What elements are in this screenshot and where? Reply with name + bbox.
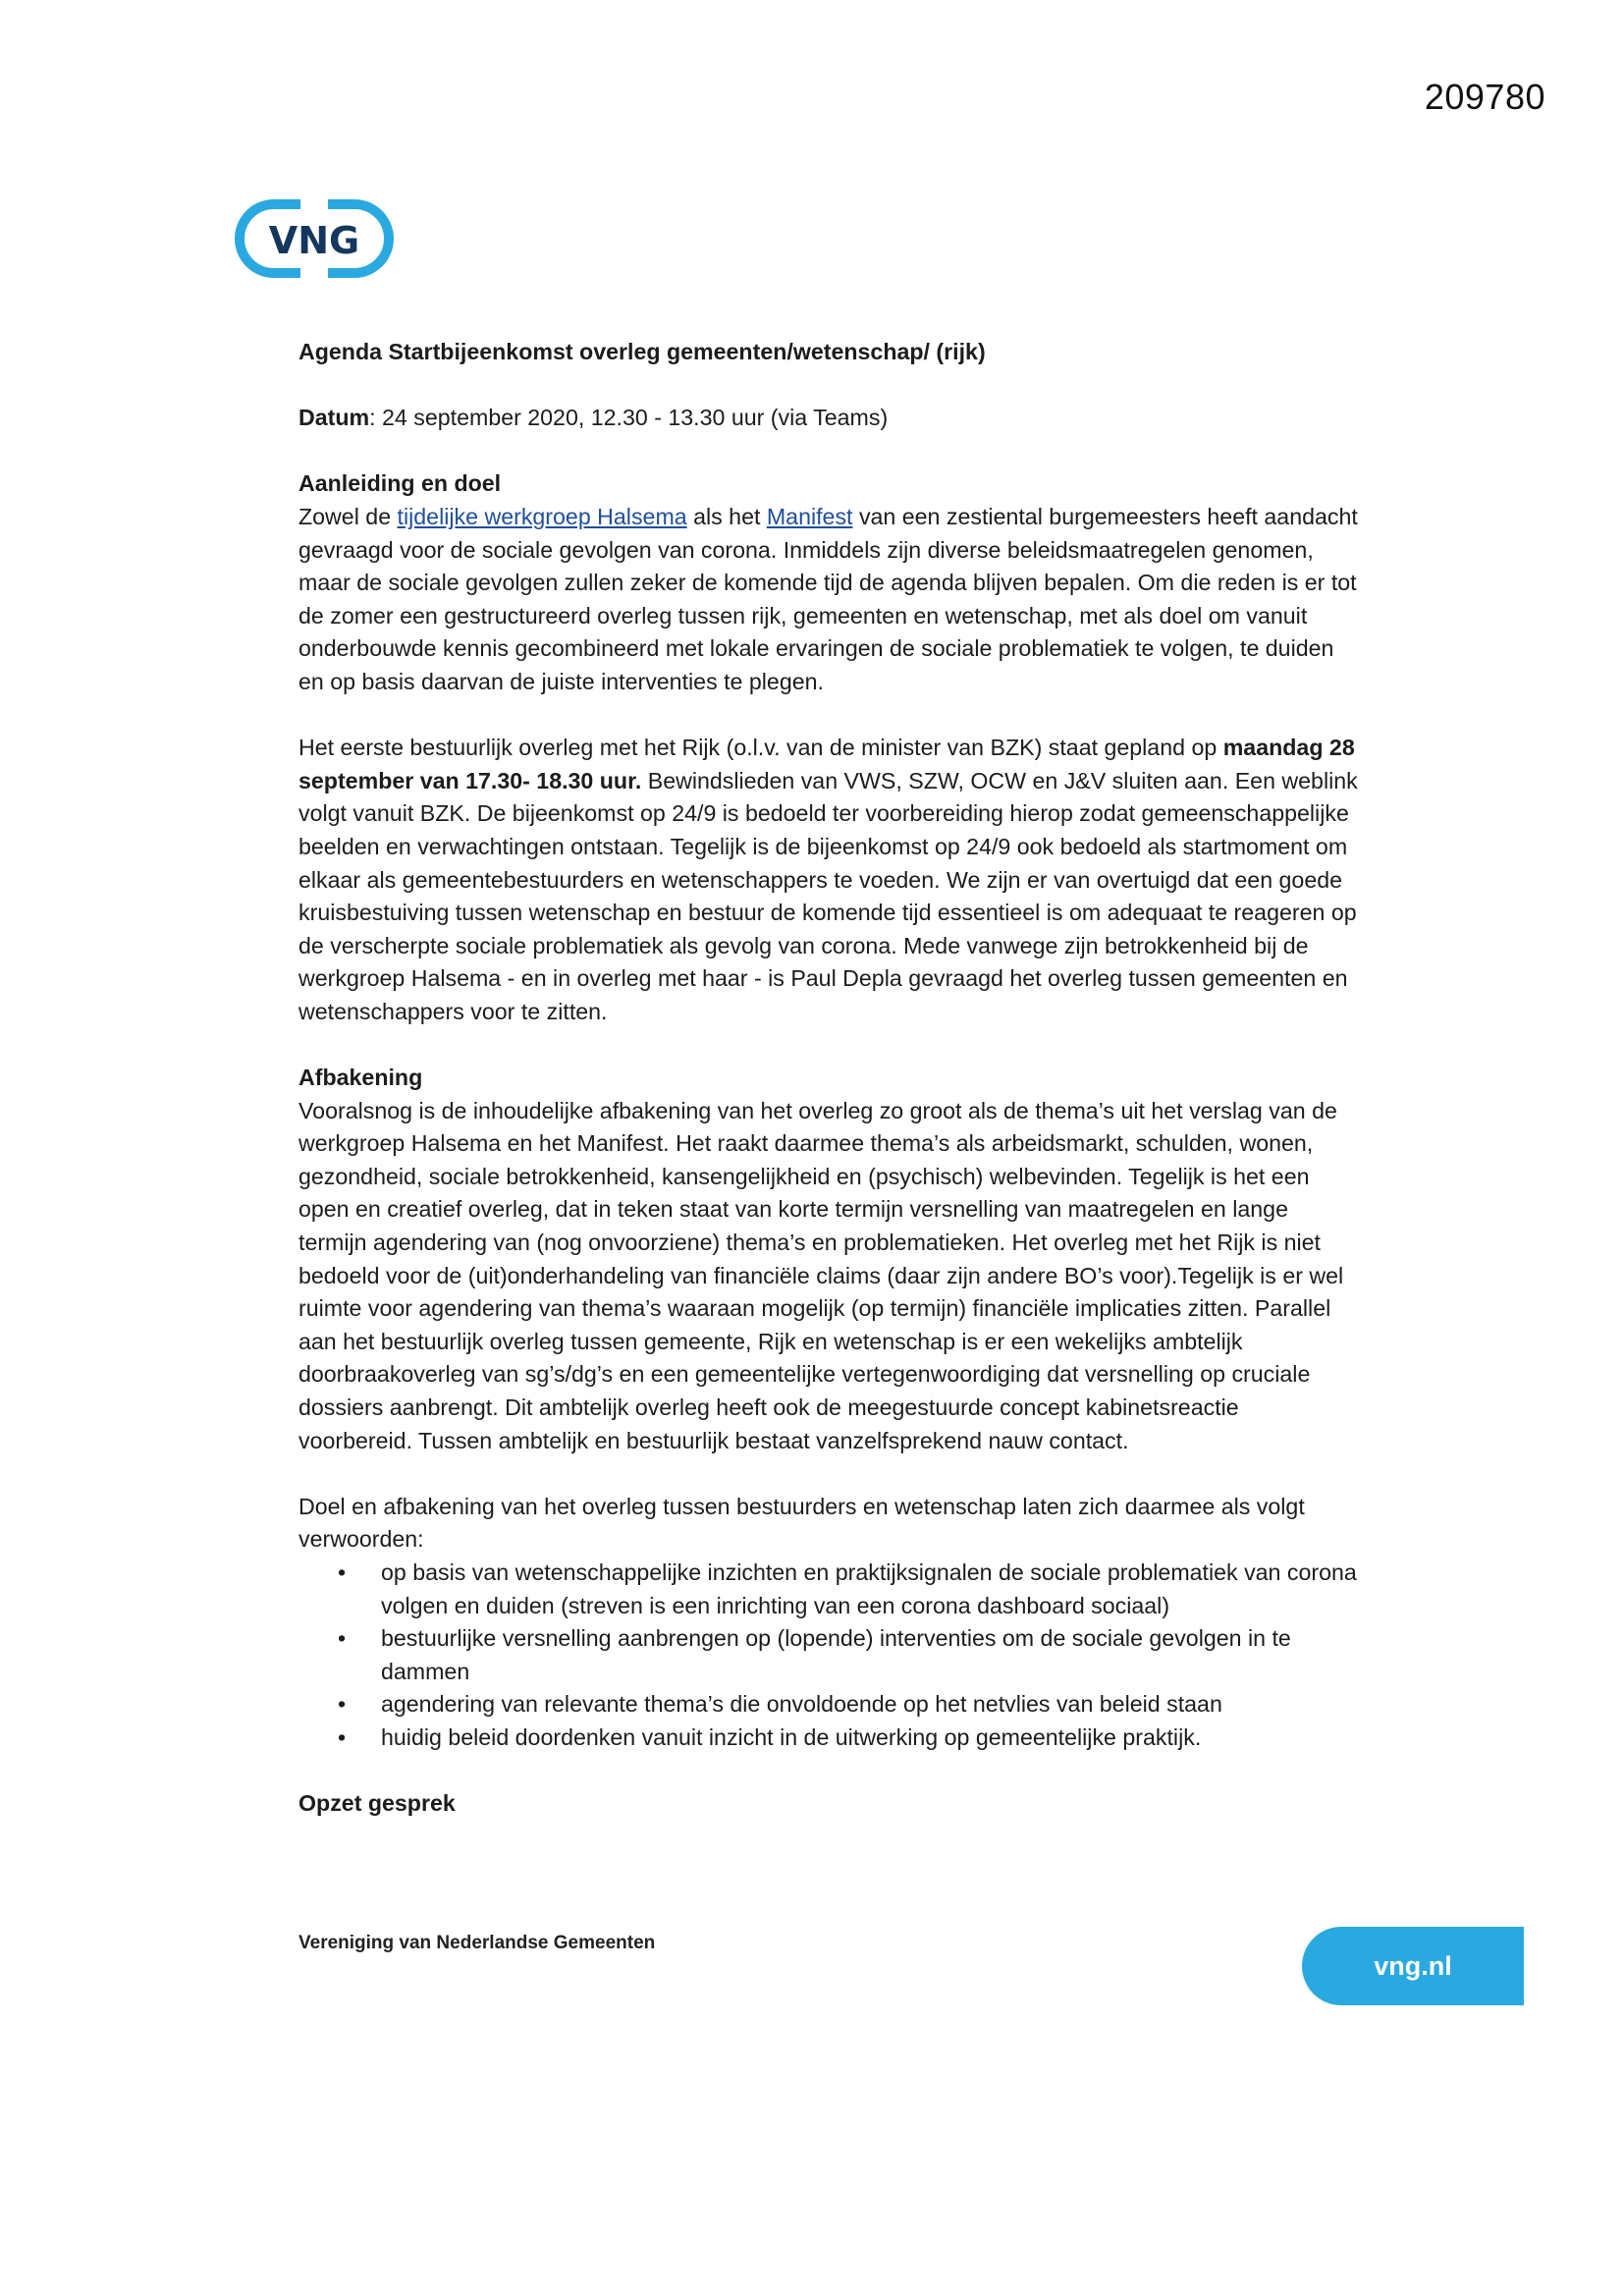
heading-aanleiding: Aanleiding en doel (298, 470, 502, 497)
list-item: • agendering van relevante thema’s die onvoldoende op het netvlies van beleid staan (298, 1688, 1359, 1722)
logo-text: VNG (268, 219, 360, 262)
meeting-date-bold: maandag 28 september van 17.30- 18.30 uur. (298, 735, 1355, 793)
link-manifest[interactable]: Manifest (766, 503, 853, 529)
text-segment: Bewindslieden van VWS, SZW, OCW en J&V sluiten aan. Een weblink volgt vanuit BZK. De bijeenkomst op 24/9 is bedoeld ter voorbereiding hierop zodat gemeenschappelijke beelden en verwachtingen ontstaan. Tegelijk is de bijeenkomst op 24/9 ook bedoeld als startmoment om elkaar als gemeentebestuurders en wetenschappers te voeden. We zijn er van overtuigd dat een goede kruisbestuiving tussen wetenschap en bestuur de komende tijd essentieel is om adequaat te reageren op de verscherpte sociale problematiek als gevolg van corona. Mede vanwege zijn betrokkenheid bij de werkgroep Halsema - en in overleg met haar - is Paul Depla gevraagd het overleg tussen gemeenten en wetenschappers voor te zitten. (298, 767, 1358, 1024)
footer-organization: Vereniging van Nederlandse Gemeenten (298, 1933, 656, 1953)
text-segment: als het (686, 503, 767, 529)
paragraph-afbakening: Vooralsnog is de inhoudelijke afbakening van het overleg zo groot als de thema’s uit het verslag van de werkgroep Halsema en het Manifest. Het raakt daarmee thema’s als arbeidsmarkt, schulden, wonen, gezondheid, sociale betrokkenheid, kansengelijkheid en (psychisch) welbevinden. Tegelijk is het een open en creatief overleg, dat in teken staat van korte termijn versnelling van maatregelen en lange termijn agendering van (nog onvoorziene) thema’s en problematieken. Het overleg met het Rijk is niet bedoeld voor de (uit)onderhandeling van financiële claims (daar zijn andere BO’s voor).Tegelijk is er wel ruimte voor agendering van thema’s waaraan mogelijk (op termijn) financiële implicaties zitten. Parallel aan het bestuurlijk overleg tussen gemeente, Rijk en wetenschap is er een wekelijks ambtelijk doorbraakoverleg van sg’s/dg’s en een gemeentelijke vertegenwoordiging dat versnelling op cruciale dossiers aanbrengt. Dit ambtelijk overleg heeft ook de meegestuurde concept kabinetsreactie voorbereid. Tussen ambtelijk en bestuurlijk bestaat vanzelfsprekend nauw contact. (298, 1097, 1344, 1453)
paragraph-doel: Doel en afbakening van het overleg tussen bestuurders en wetenschap laten zich daarmee als volgt verwoorden: (298, 1493, 1305, 1553)
paragraph-aanleiding (298, 501, 1359, 699)
date-label: Datum (298, 405, 370, 431)
list-item: • bestuurlijke versnelling aanbrengen op (lopende) interventies om de sociale gevolgen in te dammen (298, 1622, 1359, 1688)
text-segment: Het eerste bestuurlijk overleg met het Rijk (o.l.v. van de minister van BZK) staat gepland op (298, 735, 1223, 761)
goals-list (298, 1557, 1359, 1755)
document-number: 209780 (1424, 77, 1545, 117)
heading-opzet-gesprek: Opzet gesprek (298, 1790, 456, 1817)
text-segment: Zowel de (298, 503, 398, 529)
paragraph-bestuurlijk-overleg (298, 732, 1359, 1028)
text-segment: van een zestiental burgemeesters heeft aandacht gevraagd voor de sociale gevolgen van corona. Inmiddels zijn diverse beleidsmaatregelen genomen, maar de sociale gevolgen zullen zeker de komende tijd de agenda blijven bepalen. Om die reden is er tot de zomer een gestructureerd overleg tussen rijk, gemeenten en wetenschap, met als doel om vanuit onderbouwde kennis gecombineerd met lokale ervaringen de sociale problematiek te volgen, te duiden en op basis daarvan de juiste interventies te plegen. (298, 503, 1358, 694)
date-line (298, 402, 1359, 435)
list-item: • huidig beleid doordenken vanuit inzicht in de uitwerking op gemeentelijke praktijk. (298, 1722, 1359, 1755)
footer-website-badge[interactable]: vng.nl (1302, 1927, 1524, 2005)
link-werkgroep-halsema[interactable]: tijdelijke werkgroep Halsema (397, 503, 687, 529)
list-item: • op basis van wetenschappelijke inzichten en praktijksignalen de sociale problematiek van corona volgen en duiden (streven is een inrichting van een corona dashboard sociaal) (298, 1557, 1359, 1622)
document-body (298, 336, 1359, 1821)
heading-afbakening: Afbakening (298, 1065, 423, 1091)
vng-logo-icon (234, 198, 395, 279)
document-title: Agenda Startbijeenkomst overleg gemeenten/wetenschap/ (rijk) (298, 339, 986, 364)
date-value: : 24 september 2020, 12.30 - 13.30 uur (via Teams) (369, 405, 889, 431)
